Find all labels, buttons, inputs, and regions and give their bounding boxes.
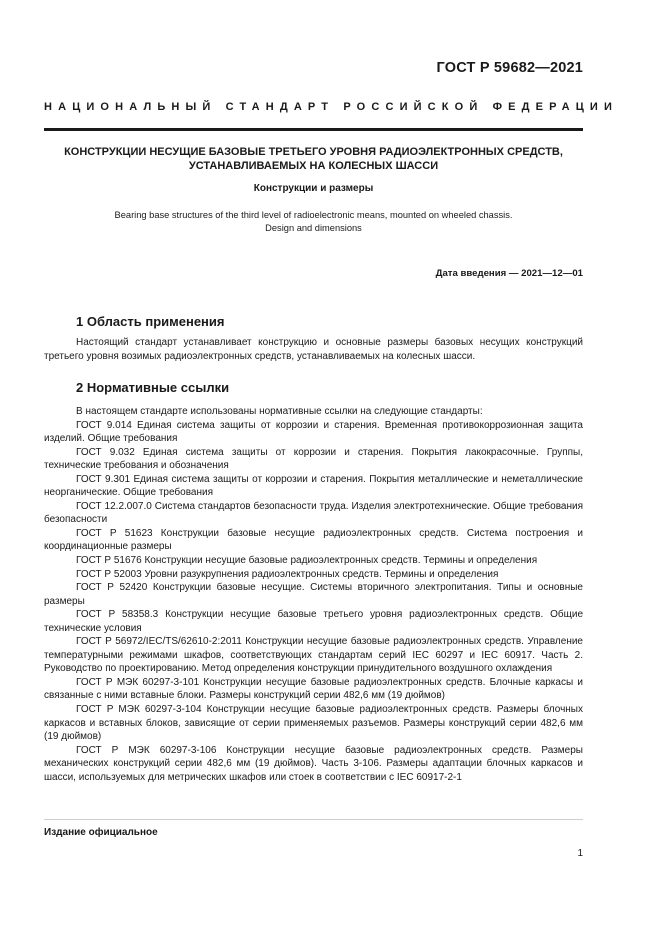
reference-item: ГОСТ Р 51623 Конструкции базовые несущие радиоэлектронных средств. Система построения и координационные размеры [44,527,583,553]
page-number: 1 [577,848,583,859]
reference-item: ГОСТ Р 58358.3 Конструкции несущие базовые третьего уровня радиоэлектронных средств. Общие технические условия [44,609,583,634]
reference-item: ГОСТ 9.014 Единая система защиты от коррозии и старения. Временная противокоррозионная защита изделий. Общие требования [44,419,583,445]
reference-item: ГОСТ Р 52003 Уровни разукрупнения радиоэлектронных средств. Термины и определения [76,568,499,580]
reference-item: ГОСТ Р 52420 Конструкции базовые несущие. Системы вторичного электропитания. Типы и основные размеры [44,582,583,607]
reference-item: ГОСТ Р 56972/IEC/TS/62610-2:2011 Конструкции несущие базовые радиоэлектронных средств. Управление температурными режимами шкафов, соответствующих стандартам серий IEC 60297 и IEC 60917. Часть 2. Руководство по проектированию. Метод определения конструкции принудительного воздушного охлаждения [44,636,583,675]
reference-item: ГОСТ Р МЭК 60297-3-106 Конструкции несущие базовые радиоэлектронных средств. Размеры механических конструкций серии 482,6 мм (19 дюймов). Часть 3-106. Размеры адаптации блочных каркасов и шасси, используемых для метрических шкафов или стоек в соответствии с IEC 60917-2-1 [44,744,583,783]
section-1-paragraph: Настоящий стандарт устанавливает конструкцию и основные размеры базовых несущих конструкций третьего уровня возимых радиоэлектронных средств, устанавливаемых на колесных шасси. [44,337,583,362]
footer-rule [44,819,583,820]
section-1-body [44,336,583,363]
reference-item: ГОСТ 9.032 Единая система защиты от коррозии и старения. Покрытия лакокрасочные. Группы, технические требования и обозначения [44,446,583,472]
document-code: ГОСТ Р 59682—2021 [436,60,583,76]
section-2-heading: 2 Нормативные ссылки [76,380,230,395]
reference-item: ГОСТ 9.301 Единая система защиты от коррозии и старения. Покрытия металлические и неметаллические неорганические. Общие требования [44,473,583,499]
document-title [44,145,583,173]
reference-item: ГОСТ Р МЭК 60297-3-104 Конструкции несущие базовые радиоэлектронных средств. Размеры блочных каркасов и вставных блоков, зависящие от серии применяемых разъемов. Размеры конструкций серии 482,6 мм (19 дюймов) [44,704,583,743]
reference-item: ГОСТ Р МЭК 60297-3-101 Конструкции несущие базовые радиоэлектронных средств. Блочные каркасы и связанные с ними вставные блоки. Размеры конструкций серии 482,6 мм (19 дюймов) [44,676,583,702]
english-title-line-1: Bearing base structures of the third level of radioelectronic means, mounted on wheeled chassis. [114,210,513,220]
national-standard-banner: НАЦИОНАЛЬНЫЙ СТАНДАРТ РОССИЙСКОЙ ФЕДЕРАЦИИ [44,101,619,113]
english-title-line-2: Design and dimensions [265,222,362,233]
header-rule [44,128,583,131]
reference-item: ГОСТ Р 51676 Конструкции несущие базовые радиоэлектронных средств. Термины и определения [76,555,538,567]
reference-item: ГОСТ 12.2.007.0 Система стандартов безопасности труда. Изделия электротехнические. Общие требования безопасности [44,500,583,526]
section-1-heading: 1 Область применения [76,314,225,329]
section-2-body [44,405,583,784]
section-2-intro: В настоящем стандарте использованы нормативные ссылки на следующие стандарты: [76,406,483,417]
introduction-date: Дата введения — 2021—12—01 [435,268,583,279]
official-edition-label: Издание официальное [44,827,158,838]
title-line-2: УСТАНАВЛИВАЕМЫХ НА КОЛЕСНЫХ ШАССИ [188,160,439,172]
english-title [44,209,583,234]
title-line-1: КОНСТРУКЦИИ НЕСУЩИЕ БАЗОВЫЕ ТРЕТЬЕГО УРОВНЯ РАДИОЭЛЕКТРОННЫХ СРЕДСТВ, [64,146,563,158]
document-subtitle: Конструкции и размеры [253,183,374,194]
